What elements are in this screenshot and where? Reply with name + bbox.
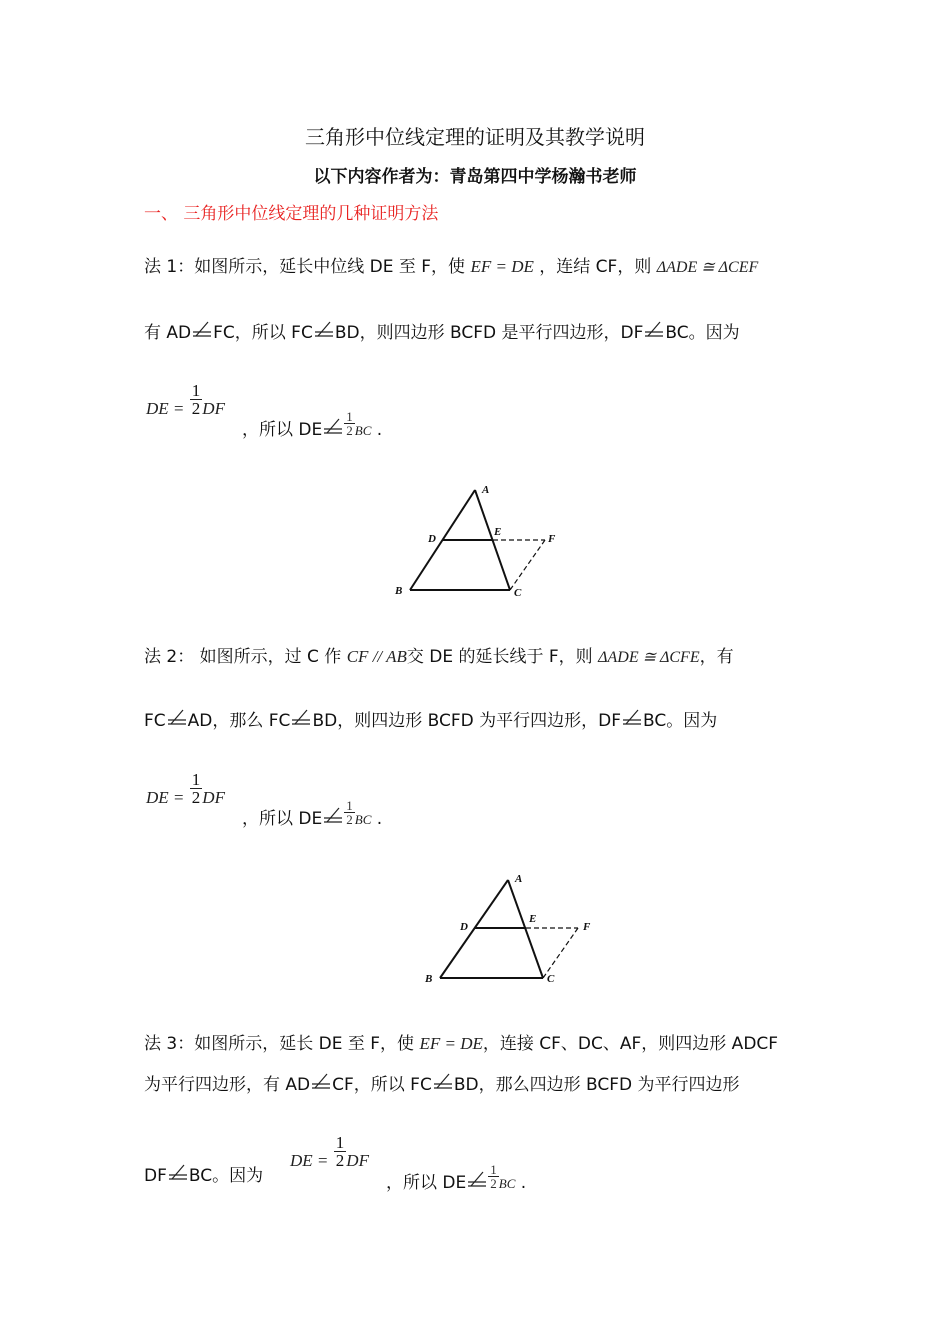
fraction: $\frac{1}{2}$ xyxy=(346,798,353,827)
method3-line3-fraction xyxy=(290,1134,369,1170)
text: . xyxy=(376,420,383,440)
method1-line3 xyxy=(146,382,225,418)
text: BC。因为 xyxy=(665,323,740,343)
text: AD，那么 FC xyxy=(187,711,291,731)
text: ，连接 CF、DC、AF，则四边形 ADCF xyxy=(482,1034,779,1054)
fraction: $\frac{1}{2}$ xyxy=(490,1162,497,1191)
fraction: $\frac{1}{2}$ xyxy=(191,770,201,807)
method3-line1 xyxy=(144,1035,778,1053)
text: FC xyxy=(144,711,166,731)
method3-line3-cont xyxy=(386,1163,526,1192)
math-expression: ΔADE ≅ ΔCFE xyxy=(598,649,700,666)
text: 法 3：如图所示，延长 DE 至 F，使 xyxy=(144,1034,415,1054)
fraction: $\frac{1}{2}$ xyxy=(191,381,201,418)
text: BC。因为 xyxy=(188,1166,264,1186)
label-C: C xyxy=(547,973,555,985)
parallel-equal-icon xyxy=(433,1072,453,1090)
math-expression: BC xyxy=(354,423,372,438)
label-E: E xyxy=(529,913,537,925)
text: ，所以 DE xyxy=(242,420,323,440)
label-D: D xyxy=(428,533,436,545)
label-B: B xyxy=(425,973,433,985)
math-expression: ΔADE ≅ ΔCEF xyxy=(656,259,759,276)
math-expression: DF xyxy=(346,1151,369,1170)
method2-line1 xyxy=(144,648,734,666)
label-F: F xyxy=(583,921,591,933)
label-A: A xyxy=(515,873,523,885)
math-expression: CF // AB xyxy=(346,647,407,666)
parallel-equal-icon xyxy=(323,417,343,435)
label-C: C xyxy=(514,587,522,599)
text: 法 2： 如图所示，过 C 作 xyxy=(144,647,342,667)
parallel-equal-icon xyxy=(314,320,334,338)
math-expression: BC xyxy=(498,1176,516,1191)
fraction: $\frac{1}{2}$ xyxy=(335,1133,345,1170)
label-A: A xyxy=(482,484,490,496)
label-B: B xyxy=(395,585,403,597)
label-E: E xyxy=(494,526,502,538)
page-title: 三角形中位线定理的证明及其教学说明 xyxy=(305,125,645,149)
parallel-equal-icon xyxy=(622,708,642,726)
math-expression: DF xyxy=(202,788,225,807)
triangle-figure-1 xyxy=(390,480,565,600)
math-expression: DE = xyxy=(146,788,185,807)
text: ，连结 CF，则 xyxy=(539,257,652,277)
math-expression: DE = xyxy=(290,1151,329,1170)
math-expression: BC xyxy=(354,812,372,827)
text: 交 DE 的延长线于 F，则 xyxy=(406,647,593,667)
label-D: D xyxy=(460,921,468,933)
method2-line3-cont xyxy=(242,799,382,828)
method3-line2 xyxy=(144,1072,740,1094)
text: BD，则四边形 BCFD 为平行四边形，DF xyxy=(312,711,621,731)
label-F: F xyxy=(548,533,556,545)
method3-line3 xyxy=(144,1163,263,1185)
method1-line1 xyxy=(144,258,758,276)
parallel-equal-icon xyxy=(323,806,343,824)
text: CF，所以 FC xyxy=(332,1075,432,1095)
text: DF xyxy=(144,1166,167,1186)
math-expression: EF = DE xyxy=(419,1034,483,1053)
method2-line2 xyxy=(144,708,717,730)
method1-line2 xyxy=(144,320,740,342)
text: ，所以 DE xyxy=(386,1173,467,1193)
parallel-equal-icon xyxy=(311,1072,331,1090)
parallel-equal-icon xyxy=(168,1163,188,1181)
text: ，有 xyxy=(699,647,734,667)
method1-line3-cont xyxy=(242,410,382,439)
math-expression: DF xyxy=(202,399,225,418)
text: BD，则四边形 BCFD 是平行四边形，DF xyxy=(334,323,644,343)
text: BC。因为 xyxy=(642,711,718,731)
text: BD，那么四边形 BCFD 为平行四边形 xyxy=(453,1075,740,1095)
fraction: $\frac{1}{2}$ xyxy=(346,409,353,438)
parallel-equal-icon xyxy=(192,320,212,338)
method2-line3 xyxy=(146,771,225,807)
parallel-equal-icon xyxy=(291,708,311,726)
text: ，所以 DE xyxy=(242,809,323,829)
parallel-equal-icon xyxy=(467,1170,487,1188)
section-heading: 一、 三角形中位线定理的几种证明方法 xyxy=(144,204,439,224)
parallel-equal-icon xyxy=(644,320,664,338)
author-line: 以下内容作者为：青岛第四中学杨瀚书老师 xyxy=(313,167,637,187)
math-expression: DE = xyxy=(146,399,185,418)
triangle-figure-2 xyxy=(420,870,600,990)
math-expression: EF = DE xyxy=(470,257,534,276)
text: . xyxy=(376,809,383,829)
text: 为平行四边形，有 AD xyxy=(144,1075,311,1095)
parallel-equal-icon xyxy=(167,708,187,726)
text: . xyxy=(520,1173,527,1193)
text: 有 AD xyxy=(144,323,192,343)
text: FC，所以 FC xyxy=(213,323,313,343)
text: 法 1：如图所示，延长中位线 DE 至 F，使 xyxy=(144,257,466,277)
